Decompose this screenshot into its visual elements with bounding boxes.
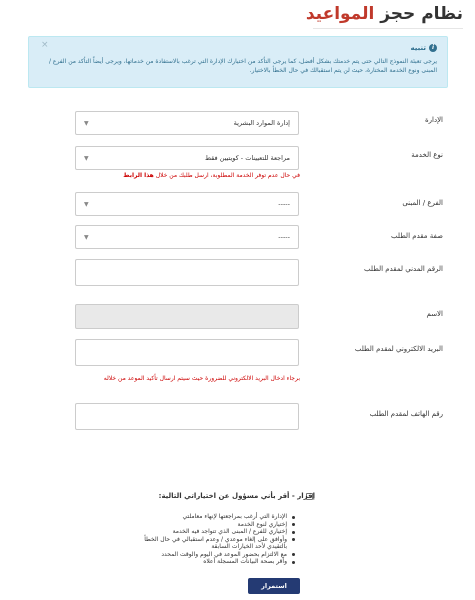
- list-item: وأوافق على إلغاء موعدي / وعدم استقبالي في حال الخطأ بالتقيدي لأحد الخيارات السابقة: [135, 536, 295, 551]
- acknowledgement-heading: إقرار - أقر بأني مسؤول عن اختياراتي التالية:: [158, 492, 315, 500]
- title-divider: [313, 28, 463, 29]
- email-label: البريد الالكتروني لمقدم الطلب: [354, 345, 443, 353]
- service-help-link[interactable]: هذا الرابط: [123, 172, 154, 179]
- service-type-label: نوع الخدمة: [411, 151, 443, 159]
- page-title-main: نظام حجز: [374, 4, 463, 24]
- page-title-accent: المواعيد: [305, 4, 375, 24]
- list-item: مع الالتزام بحضور الموعد في اليوم والوقت المحدد: [135, 551, 295, 559]
- continue-button[interactable]: استمرار: [248, 578, 300, 594]
- name-label: الاسم: [426, 310, 443, 318]
- alert-heading-text: تنبيه: [410, 44, 426, 52]
- email-help: برجاء ادخال البريد الالكتروني للضرورة حيث سيتم ارسال تأكيد الموعد من خلاله: [103, 375, 300, 382]
- applicant-type-select[interactable]: [75, 225, 299, 249]
- info-icon: i: [429, 44, 437, 52]
- civil-id-label: الرقم المدني لمقدم الطلب: [364, 265, 443, 273]
- chevron-down-icon: ▼: [84, 154, 89, 162]
- alert-body: يرجى تعبئة النموذج التالي حتى يتم خدمتك بشكل أفضل، كما يرجى التأكد من اختيارك الإدارة التي ترغب بالاستفادة من خدماتها، ويرجى أيضاً التأكد من الفرع / المبنى ونوع الخدمة المختارة، حيث لن يتم استقبالك في حال الخطأ بالاختيار.: [48, 58, 437, 74]
- name-input[interactable]: [75, 304, 299, 329]
- phone-label: رقم الهاتف لمقدم الطلب: [369, 410, 443, 418]
- info-alert: [28, 36, 448, 88]
- email-input[interactable]: [75, 339, 299, 366]
- page-title: [306, 4, 463, 24]
- list-item: إختياري لنوع الخدمة: [135, 521, 295, 529]
- list-item: إختياري للفرع / المبنى الذي تتواجد فيه الخدمة: [135, 528, 295, 536]
- list-item: وأقر بصحة البيانات المسجلة أعلاه: [135, 558, 295, 566]
- close-icon[interactable]: ×: [41, 40, 49, 50]
- service-type-select[interactable]: [75, 146, 299, 170]
- service-type-value: مراجعة للتعيينات - كويتيين فقط: [205, 154, 290, 162]
- applicant-type-label: صفة مقدم الطلب: [391, 232, 443, 240]
- alert-heading: [39, 44, 437, 52]
- chevron-down-icon: ▼: [84, 233, 89, 241]
- branch-select[interactable]: [75, 192, 299, 216]
- acknowledgement-list: [135, 513, 295, 566]
- service-help: [123, 172, 300, 179]
- phone-input[interactable]: [75, 403, 299, 430]
- list-item: الإدارة التي أرغب بمراجعتها لإنهاء معاملتي: [135, 513, 295, 521]
- branch-label: الفرع / المبنى: [402, 199, 443, 207]
- branch-value: -----: [278, 200, 290, 208]
- chevron-down-icon: ▼: [84, 119, 89, 127]
- department-select[interactable]: [75, 111, 299, 135]
- applicant-type-value: -----: [278, 233, 290, 241]
- department-value: إدارة الموارد البشرية: [233, 119, 290, 127]
- civil-id-input[interactable]: [75, 259, 299, 286]
- chevron-down-icon: ▼: [84, 200, 89, 208]
- department-label: الإدارة: [424, 116, 443, 124]
- service-help-text: في حال عدم توفر الخدمة المطلوبة، ارسل طلبك من خلال: [153, 172, 300, 179]
